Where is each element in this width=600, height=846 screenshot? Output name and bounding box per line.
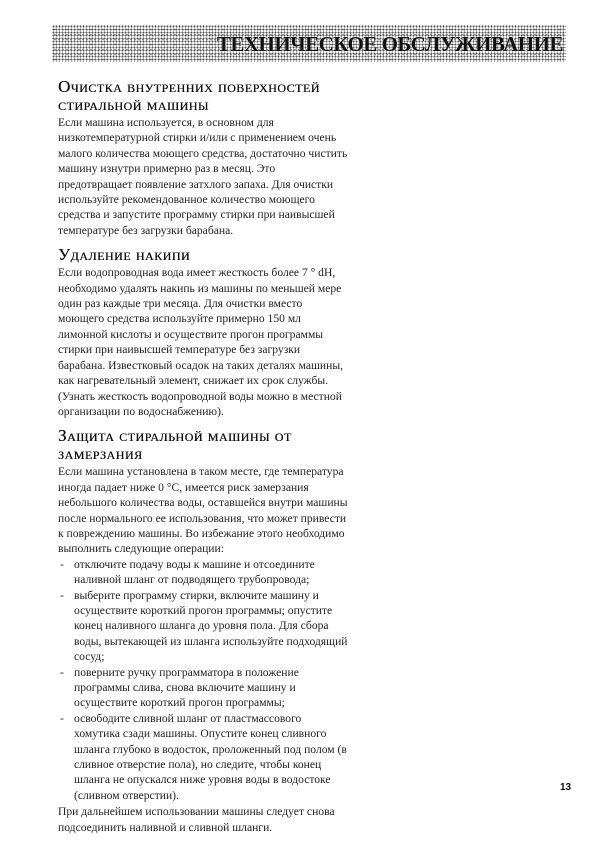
section-body: Если водопроводная вода имеет жесткость более 7 ° dH, необходимо удалять накипь из машины по меньшей мере один раз каждые три месяца. Для очистки вместо моющего средства используйте примерно 150 мл лимонной кислоты и осуществите прогон программы стирки при наивысшей температуре без загрузки барабана. Известковый осадок на таких деталях машины, как нагревательный элемент, снижает их срок службы. (Узнать жесткость водопроводной воды можно в местной организации по водоснабжению). — [58, 266, 344, 418]
section-heading: Защита стиральной машины от замерзания — [58, 426, 292, 464]
list-dash: - — [60, 711, 64, 725]
closing-note: При дальнейшем использовании машины следует снова подсоединить наливной и сливной шланги. — [58, 805, 335, 834]
section-header-band — [52, 25, 566, 62]
step-text: отключите подачу воды к машине и отсоедините наливной шланг от подводящего трубопровода; — [74, 557, 315, 587]
section-frost-protection — [58, 427, 348, 835]
step-item — [58, 665, 348, 711]
page-number: 13 — [560, 782, 572, 793]
list-dash: - — [60, 557, 64, 571]
step-text: освободите сливной шланг от пластмассового хомутика сзади машины. Опустите конец сливного шланга глубоко в водосток, проложенный под полом (в сливное отверстие пола), но следите, чтобы конец шланга не опускался ниже уровня воды в водостоке (сливном отверстии). — [74, 711, 347, 802]
section-heading: Удаление накипи — [58, 245, 191, 265]
step-item — [58, 588, 348, 665]
list-dash: - — [60, 588, 64, 602]
steps-list — [58, 557, 348, 804]
step-item — [58, 711, 348, 803]
section-heading: Очистка внутренних поверхностей стиральной машины — [58, 77, 320, 114]
section-cleaning — [58, 78, 348, 238]
section-body: Если машина используется, в основном для низкотемпературной стирки и/или с применением очень малого количества моющего средства, достаточно чистить машину изнутри примерно раз в месяц. Это предотвращает появление затхлого запаха. Для очистки используйте рекомендованное количество моющего средства и запустите программу стирки при наивысшей температуре без загрузки барабана. — [58, 116, 348, 237]
section-body: Если машина установлена в таком месте, где температура иногда падает ниже 0 °С, имеется риск замерзания небольшого количества воды, оставшейся внутри машины после нормального ее использования, что может привести к повреждению машины. Во избежание этого необходимо выполнить следующие операции: — [58, 465, 348, 556]
page-content — [58, 78, 348, 843]
page-title: ТЕХНИЧЕСКОЕ ОБСЛУЖИВАНИЕ — [216, 32, 563, 56]
list-dash: - — [60, 665, 64, 679]
step-text: поверните ручку программатора в положение программы слива, снова включите машину и осуществите короткий прогон программы; — [74, 665, 299, 710]
step-item — [58, 557, 348, 588]
step-text: выберите программу стирки, включите машину и осуществите короткий прогон программы; опустите конец наливного шланга до уровня пола. Для сбора воды, вытекающей из шланга используйте подходящий сосуд; — [74, 588, 348, 664]
section-descaling — [58, 246, 348, 419]
